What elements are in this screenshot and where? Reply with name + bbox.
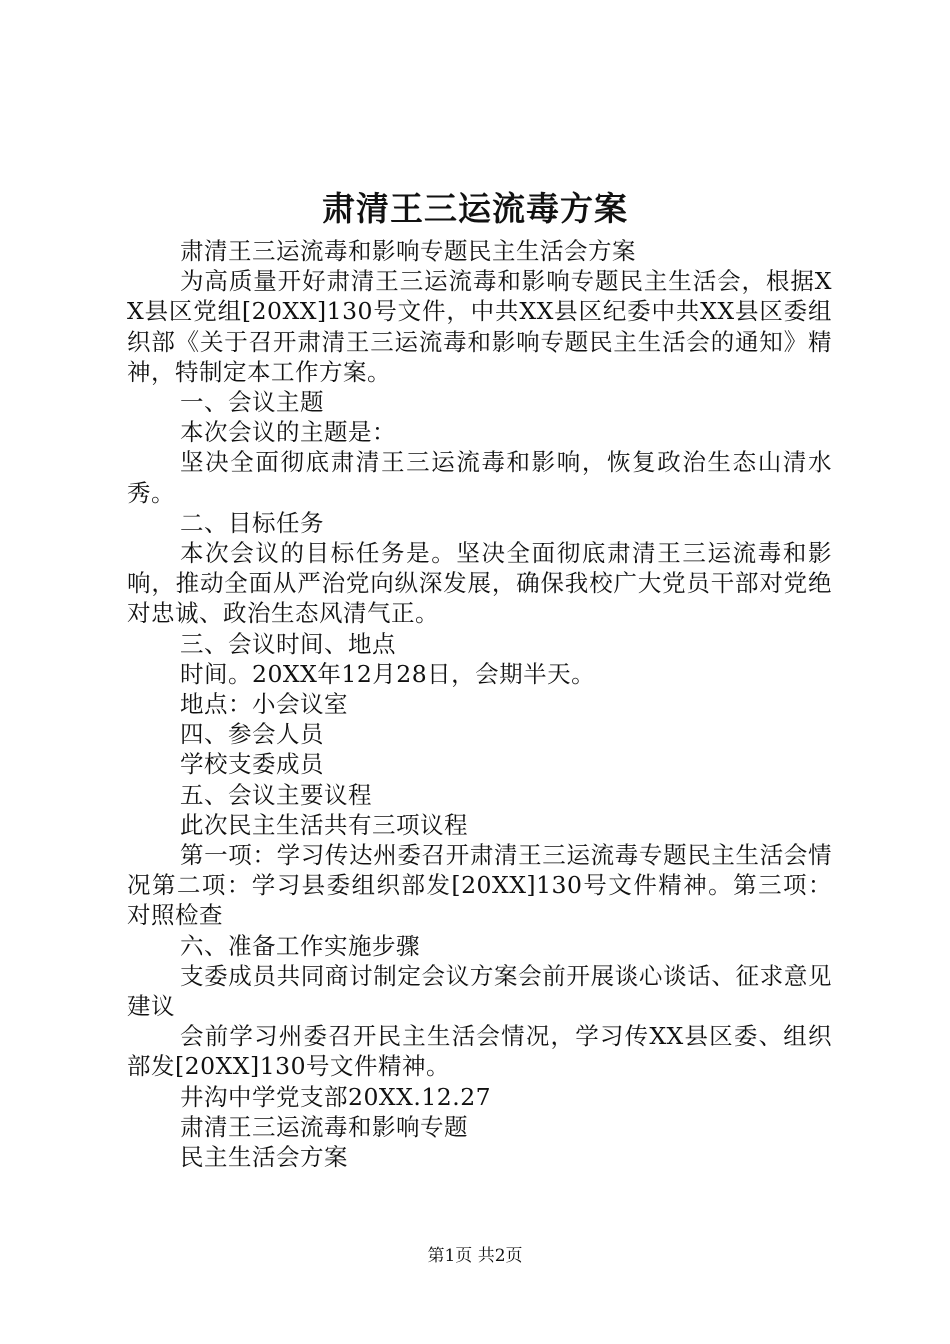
page-indicator: 第1页 共2页 (427, 1246, 523, 1266)
paragraph-step-1: 支委成员共同商讨制定会议方案会前开展谈心谈话、征求意见建议 (127, 961, 832, 1021)
paragraph-time: 时间。20XX年12月28日，会期半天。 (180, 659, 596, 688)
paragraph-closing-1: 肃清王三运流毒和影响专题 (180, 1112, 468, 1141)
paragraph-step-2: 会前学习州委召开民主生活会情况，学习传XX县区委、组织部发[20XX]130号文件精神。 (127, 1022, 832, 1081)
paragraph-place: 地点：小会议室 (180, 690, 348, 719)
section-heading-theme: 一、会议主题 (180, 388, 324, 417)
paragraph-theme-lead: 本次会议的主题是： (180, 418, 396, 447)
paragraph-subtitle: 肃清王三运流毒和影响专题民主生活会方案 (180, 237, 636, 265)
paragraph-attendees: 学校支委成员 (180, 750, 324, 779)
section-heading-attendees: 四、参会人员 (180, 720, 324, 749)
paragraph-agenda-lead: 此次民主生活共有三项议程 (180, 810, 468, 839)
document-title: 肃清王三运流毒方案 (322, 189, 628, 228)
document-body (127, 236, 832, 1172)
paragraph-signature: 井沟中学党支部20XX.12.27 (180, 1082, 492, 1111)
paragraph-closing-2: 民主生活会方案 (180, 1143, 348, 1172)
section-heading-goals: 二、目标任务 (180, 508, 324, 537)
paragraph-goals: 本次会议的目标任务是。坚决全面彻底肃清王三运流毒和影响，推动全面从严治党向纵深发展，确保我校广大党员干部对党绝对忠诚、政治生态风清气正。 (127, 539, 832, 628)
paragraph-intro: 为高质量开好肃清王三运流毒和影响专题民主生活会，根据XX县区党组[20XX]130号文件，中共XX县区纪委中共XX县区委组织部《关于召开肃清王三运流毒和影响专题民主生活会的通知》精神，特制定本工作方案。 (127, 267, 832, 386)
section-heading-steps: 六、准备工作实施步骤 (180, 931, 420, 960)
paragraph-theme: 坚决全面彻底肃清王三运流毒和影响，恢复政治生态山清水秀。 (127, 448, 832, 507)
paragraph-agenda-items: 第一项：学习传达州委召开肃清王三运流毒专题民主生活会情况第二项：学习县委组织部发[20XX]130号文件精神。第三项：对照检查 (127, 841, 832, 930)
section-heading-agenda: 五、会议主要议程 (180, 780, 372, 809)
section-heading-time-place: 三、会议时间、地点 (180, 629, 396, 658)
